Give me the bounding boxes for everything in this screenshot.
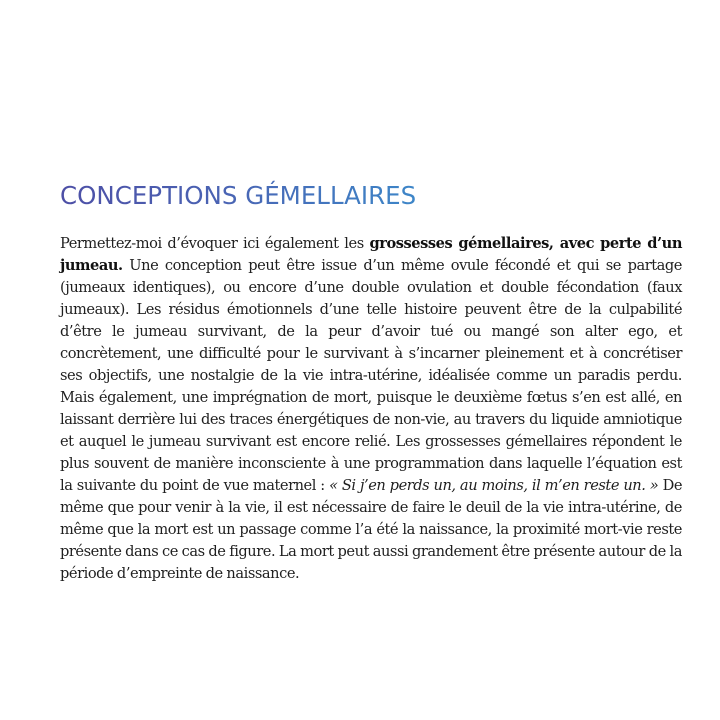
paragraph-ending: De même que pour venir à la vie, il est nécessaire de faire le deuil de la vie intra-utérine, de même que la mort est un passage comme l’a été la naissance, la proximité mort-vie reste présente dans ce cas de figure. La mort peut aussi grandement être présente autour de la période d’empreinte de naissance.: [60, 477, 683, 582]
body-paragraph: [60, 233, 682, 585]
paragraph-middle: Une conception peut être issue d’un même ovule fécondé et qui se partage (jumeaux identiques), ou encore d’une double ovulation et double fécondation (faux jumeaux). Les résidus émotionnels d’une telle histoire peuvent être de la culpabilité d’être le jumeau survivant, de la peur d’avoir tué ou mangé son alter ego, et concrètement, une difficulté pour le survivant à s’incarner pleinement et à concrétiser ses objectifs, une nostalgie de la vie intra-utérine, idéalisée comme un paradis perdu. Mais également, une imprégnation de mort, puisque le deuxième fœtus s’en est allé, en laissant derrière lui des traces énergétiques de non-vie, au travers du liquide amniotique et auquel le jumeau survivant est encore relié. Les grossesses gémellaires répondent le plus souvent de manière inconsciente à une programmation dans laquelle l’équation est la suivante du point de vue maternel :: [60, 257, 682, 494]
paragraph-emphasis: grossesses gémellaires, avec perte d’un jumeau.: [60, 235, 682, 274]
paragraph-intro: Permettez-moi d’évoquer ici également les: [60, 235, 370, 252]
section-heading: CONCEPTIONS GÉMELLAIRES: [60, 181, 417, 210]
paragraph-quote: « Si j’en perds un, au moins, il m’en reste un. »: [329, 477, 659, 494]
